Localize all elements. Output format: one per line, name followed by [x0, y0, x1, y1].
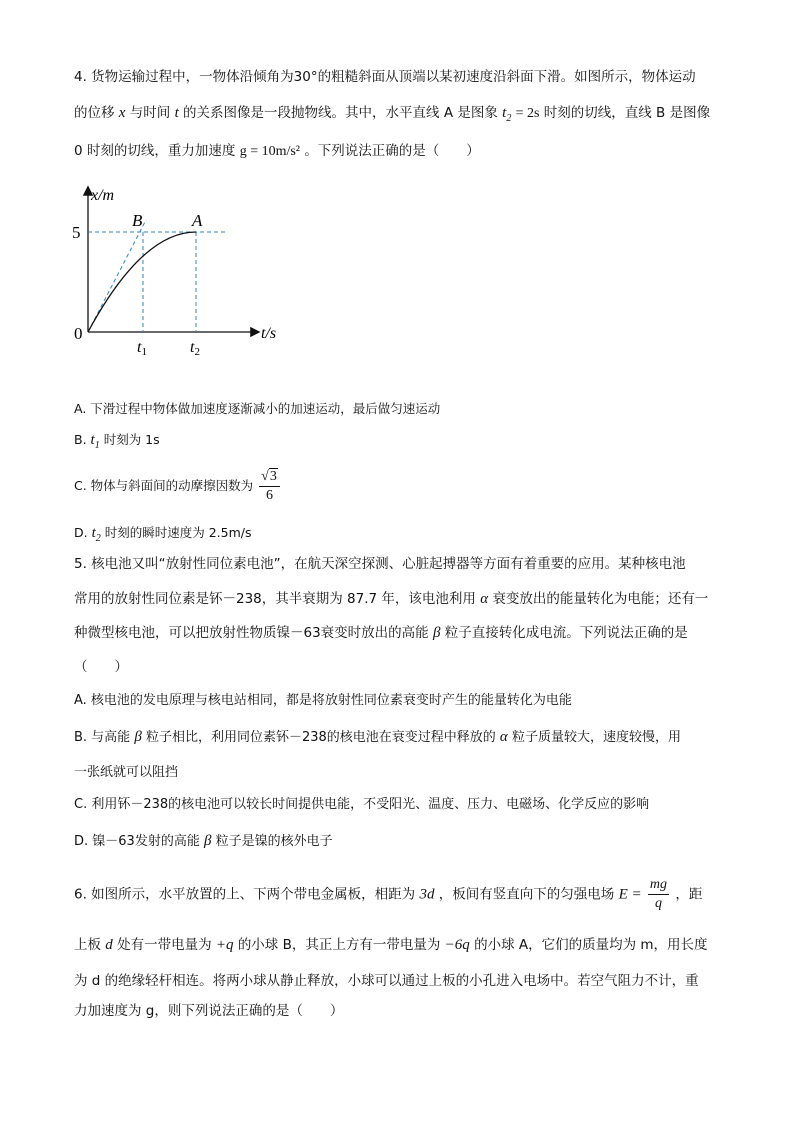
displacement-time-graph: [68, 180, 298, 355]
q4-line1: 4. 货物运输过程中，一物体沿倾角为30°的粗糙斜面从顶端以某初速度沿斜面下滑。如图所示，物体运动: [74, 69, 696, 85]
q4-option-c-denominator: 6: [266, 488, 274, 503]
q5-line2b: 衰变放出的能量转化为电能；还有一: [492, 591, 709, 607]
q6-line2a: 上板: [74, 937, 101, 953]
q6-line2c: 的小球 B，其正上方有一带电量为: [237, 937, 441, 953]
t1-label: t1: [137, 339, 147, 355]
q6-line2b: 处有一带电量为: [117, 937, 212, 953]
q5-line2a: 常用的放射性同位素是钚－238，其半衰期为 87.7 年，该电池利用: [74, 591, 476, 607]
q4-option-c-fraction: $\frac{√3}{6}$: [259, 468, 280, 505]
q6-E-numerator: mg: [648, 876, 669, 895]
q6-line1: [74, 876, 702, 912]
label-A: A: [192, 211, 203, 230]
q5-option-b-1c: 粒子质量较大，速度较慢，用: [511, 730, 681, 745]
q5-option-b-line2: 一张纸就可以阻挡: [74, 765, 179, 780]
q5-line4: （ ）: [74, 659, 128, 675]
q6-line2d: 的小球 A，它们的质量均为 m，用长度: [474, 937, 708, 953]
q4-line2d: 时刻的切线，直线 B 是图像: [543, 105, 711, 121]
q4-option-b: [74, 431, 160, 455]
q4-line2: [74, 104, 710, 128]
q5-line1: 5. 核电池又叫“放射性同位素电池”，在航天深空探测、心脏起搏器等方面有着重要的应用。某种核电池: [74, 556, 686, 572]
q6-E-lhs: E =: [618, 886, 642, 903]
q5-option-b-1b: 粒子相比，利用同位素钚－238的核电池在衰变过程中释放的: [145, 730, 496, 745]
label-B: B: [132, 211, 143, 230]
q5-line2: [74, 590, 708, 608]
q4-option-d-text: 时刻的瞬时速度为 2.5m/s: [104, 525, 252, 540]
q4-option-d: [74, 524, 252, 548]
q5-line3a: 种微型核电池，可以把放射性物质镍－63衰变时放出的高能: [74, 625, 429, 641]
q4-option-a: A. 下滑过程中物体做加速度逐渐减小的加速运动，最后做匀速运动: [74, 401, 441, 416]
q4-option-b-t1: $t_1$: [90, 432, 100, 451]
q6-line4: 力加速度为 g，则下列说法正确的是（ ）: [74, 1003, 344, 1019]
q4-g-eq: g = 10m/s²: [239, 144, 301, 159]
q4-t2-symbol: $t_2$: [502, 105, 512, 124]
q5-option-d-a: D. 镍－63发射的高能: [74, 834, 200, 849]
q6-line1a: 6. 如图所示，水平放置的上、下两个带电金属板，相距为: [74, 886, 416, 903]
q4-line2a: 的位移: [74, 105, 115, 121]
tangent-line-B: [88, 220, 146, 332]
t2-label: t2: [190, 339, 200, 355]
q6-line2: [74, 936, 708, 954]
q4-t2-eq: = 2s: [515, 106, 540, 121]
q5-option-d: [74, 832, 333, 851]
q4-line3b: 。下列说法正确的是（ ）: [304, 143, 480, 159]
q4-option-d-t2: $t_2$: [91, 525, 101, 544]
parabola-curve: [88, 232, 196, 332]
x-axis-label: t/s: [261, 325, 277, 342]
q4-option-b-prefix: B.: [74, 432, 91, 447]
y-axis-label: x/m: [91, 187, 115, 204]
q4-t2-sub: 2: [506, 113, 512, 124]
q4-line2b: 与时间: [129, 105, 171, 121]
q6-3d: 3d: [419, 886, 435, 903]
q4-option-c-text: C. 物体与斜面间的动摩擦因数为: [74, 478, 254, 493]
q4-option-d-prefix: D.: [74, 525, 92, 540]
q6-line1b: ，板间有竖直向下的匀强电场: [438, 886, 615, 903]
q4-line3a: 0 时刻的切线，重力加速度: [74, 143, 236, 159]
origin-label: 0: [74, 324, 83, 343]
q5-option-c: C. 利用钚－238的核电池可以较长时间提供电能，不受阳光、温度、压力、电磁场、化学反应的影响: [74, 797, 650, 812]
q4-line3: [74, 142, 480, 161]
q5-beta: β: [432, 625, 441, 641]
q5-option-b-1a: B. 与高能: [74, 730, 131, 745]
q4-line2c: 的关系图像是一段抛物线。其中，水平直线 A 是图象: [183, 105, 498, 121]
q5-line3b: 粒子直接转化成电流。下列说法正确的是: [444, 625, 688, 641]
q6-line1c: ，距: [675, 886, 703, 903]
q5-option-d-b: 粒子是镍的核外电子: [215, 834, 333, 849]
q5-option-b-line1: [74, 728, 681, 747]
q4-t-var: t: [174, 105, 179, 121]
q6-minus-6q: −6q: [444, 937, 470, 953]
q5-option-b-beta: β: [134, 729, 142, 745]
y-tick-5: 5: [72, 223, 81, 242]
q6-line3: 为 d 的绝缘轻杆相连。将两小球从静止释放，小球可以通过上板的小孔进入电场中。若空气阻力不计，重: [74, 973, 699, 989]
q5-option-d-beta: β: [203, 833, 212, 849]
q5-alpha: α: [480, 591, 489, 607]
q5-option-b-alpha: α: [499, 729, 508, 745]
q5-option-a: A. 核电池的发电原理与核电站相同，都是将放射性同位素衰变时产生的能量转化为电能: [74, 693, 572, 708]
q4-option-b-text: 时刻为 1s: [103, 432, 160, 447]
q4-option-c: [74, 468, 282, 505]
q6-E-denominator: q: [654, 896, 662, 911]
q5-line3: [74, 624, 688, 642]
q6-d-var: d: [105, 937, 113, 953]
q6-plus-q: +q: [215, 937, 234, 953]
q4-option-c-numerator: 3: [269, 469, 277, 484]
q6-E-fraction: [648, 876, 669, 913]
q4-x-var: x: [118, 105, 126, 121]
